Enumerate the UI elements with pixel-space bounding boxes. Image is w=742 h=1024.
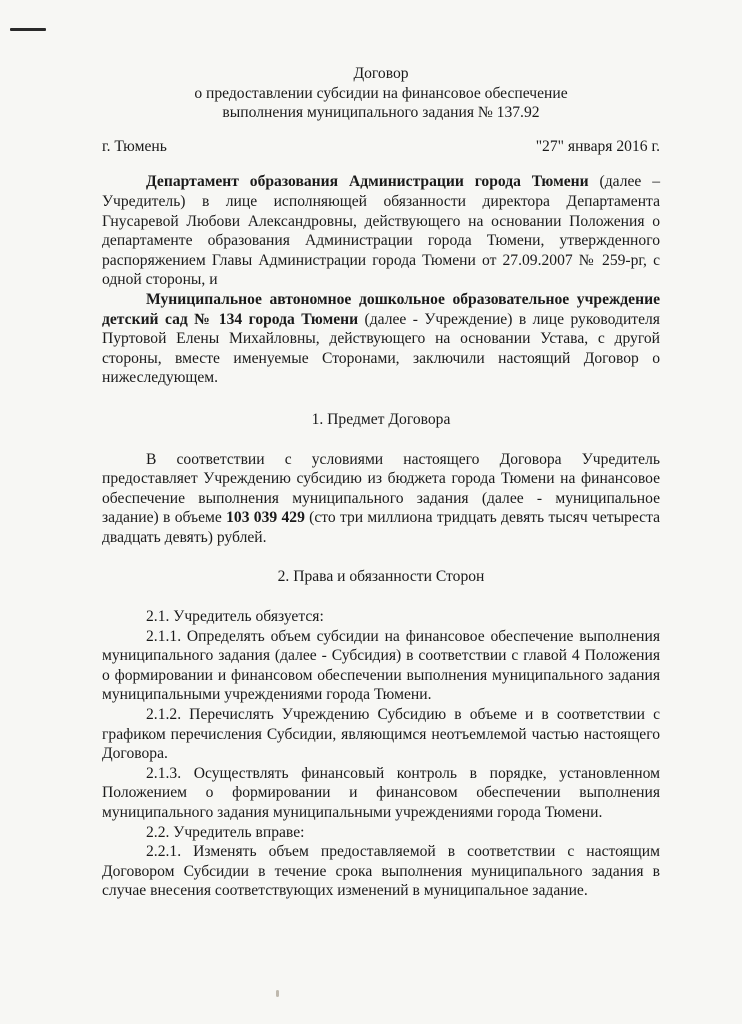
party-founder-text: (далее – Учредитель) в лице исполняющей обязанности директора Департамента Гнусаревой Любови Александровны, действующего на основании Положения о департаменте образования Администрации города Тюмени, утвержденного распоряжением Главы Администрации города Тюмени от 27.09.2007 № 259-рг, с одной стороны, и <box>102 173 661 289</box>
party-founder-paragraph <box>102 172 660 290</box>
title-line-3: выполнения муниципального задания № 137.92 <box>222 104 540 122</box>
title-line-1: Договор <box>353 65 409 82</box>
clause-2-1-3: 2.1.3. Осуществлять финансовый контроль в порядке, установленном Положением о формировании и финансовом обеспечении выполнения муниципального задания муниципальными учреждениями города Тюмени. <box>102 764 660 821</box>
clause-2-2: 2.2. Учредитель вправе: <box>146 823 305 841</box>
document-content <box>102 64 660 901</box>
party-institution-paragraph <box>102 290 660 388</box>
subsidy-amount: 103 039 429 <box>226 509 305 527</box>
scan-artifact-speck <box>276 990 279 997</box>
section-1-text-after: (сто три миллиона тридцать девять тысяч четыреста двадцать девять) рублей. <box>102 509 660 546</box>
clause-2-1-2: 2.1.2. Перечислять Учреждению Субсидию в объеме и в соответствии с графиком перечисления Субсидии, являющимся неотъемлемой частью настоящего Договора. <box>102 706 660 763</box>
title-line-2: о предоставлении субсидии на финансовое обеспечение <box>194 84 568 102</box>
clause-2-1-1: 2.1.1. Определять объем субсидии на финансовое обеспечение выполнения муниципального задания (далее - Субсидия) в соответствии с главой 4 Положения о формировании и финансовом обеспечении выполнения муниципального задания муниципальными учреждениями города Тюмени. <box>102 627 660 704</box>
section-1-paragraph <box>102 450 660 548</box>
section-1-title: 1. Предмет Договора <box>311 410 451 428</box>
party-institution-name: Муниципальное автономное дошкольное образовательное учреждение детский сад № 134 города Тюмени <box>102 290 660 328</box>
scan-artifact-mark <box>10 28 46 31</box>
clause-2-2-1: 2.2.1. Изменять объем предоставляемой в соответствии с настоящим Договором Субсидии в течение срока выполнения муниципального задания в случае внесения соответствующих изменений в муниципальное задание. <box>102 843 660 900</box>
contract-date: "27" января 2016 г. <box>535 137 660 155</box>
party-institution-text: (далее - Учреждение) в лице руководителя Пуртовой Елены Михайловны, действующего на основании Устава, с другой стороны, вместе именуемые Сторонами, заключили настоящий Договор о нижеследующем. <box>102 310 660 387</box>
section-1-text-before: В соответствии с условиями настоящего Договора Учредитель предоставляет Учреждению субсидию из бюджета города Тюмени на финансовое обеспечение выполнения муниципального задания (далее - муниципальное задание) в объеме <box>102 450 660 527</box>
party-founder-name: Департамент образования Администрации города Тюмени <box>146 173 589 191</box>
place-date-row <box>102 137 660 157</box>
clause-2-1: 2.1. Учредитель обязуется: <box>146 608 324 626</box>
section-2-title: 2. Права и обязанности Сторон <box>277 568 485 586</box>
contract-place: г. Тюмень <box>102 137 167 155</box>
document-title <box>102 64 660 123</box>
